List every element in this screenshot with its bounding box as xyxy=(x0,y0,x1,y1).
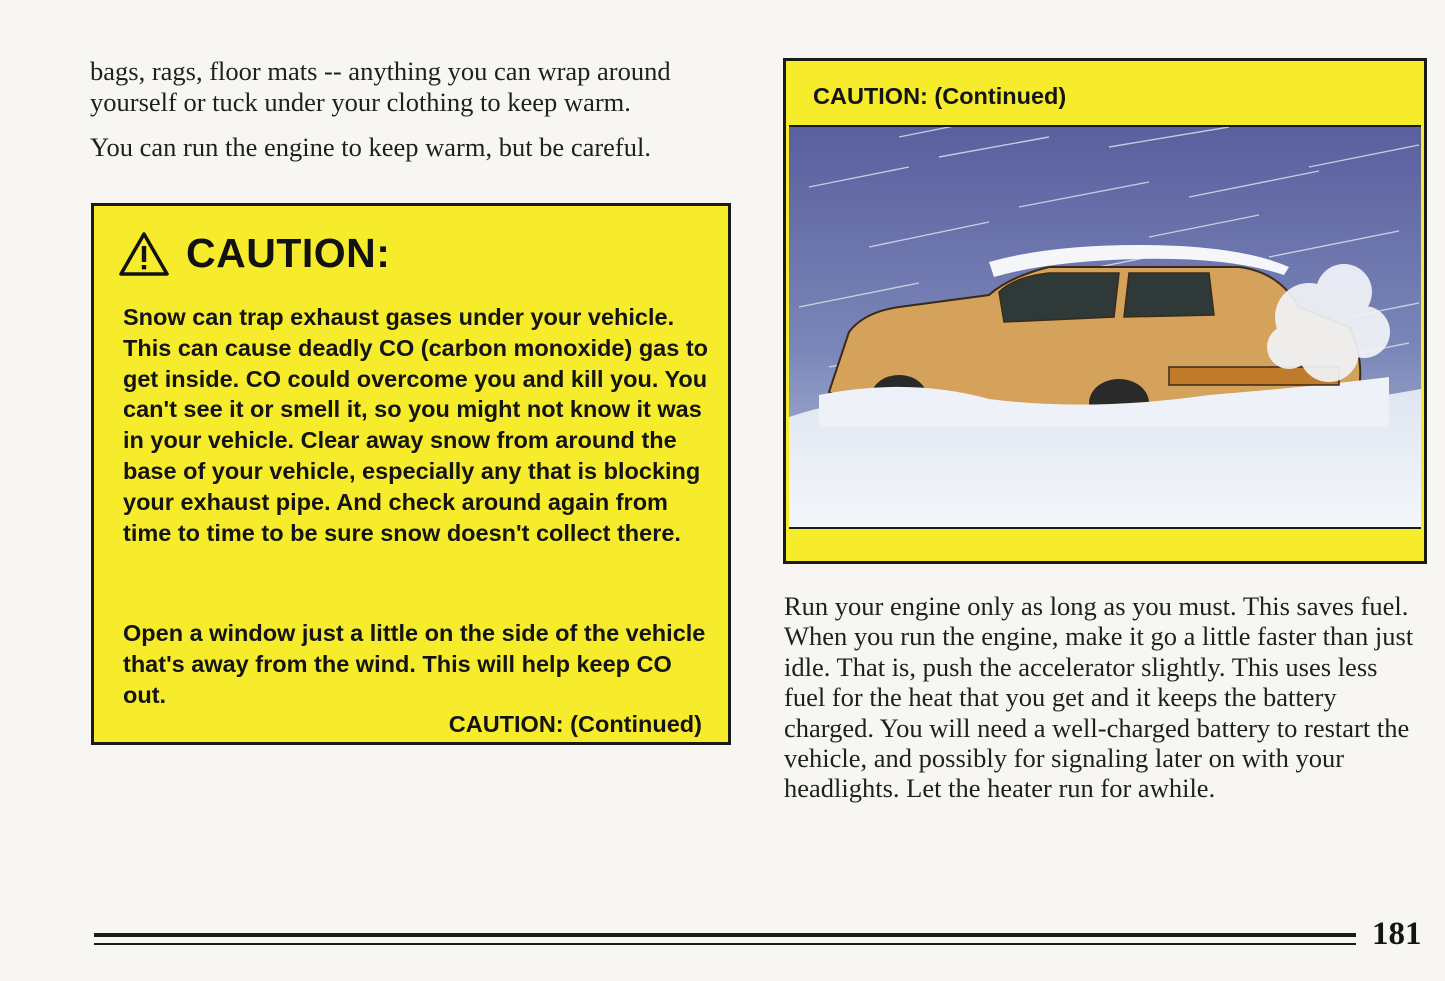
caution-heading-text: CAUTION: xyxy=(186,230,391,276)
right-column xyxy=(784,591,1424,804)
intro-paragraph-1: bags, rags, floor mats -- anything you can wrap around yourself or tuck under your clothing to keep warm. xyxy=(90,56,671,117)
caution-continued-label: CAUTION: (Continued) xyxy=(448,711,702,737)
page-number: 181 xyxy=(1372,916,1422,952)
engine-advice-paragraph: Run your engine only as long as you must. This saves fuel. When you run the engine, make it go a little faster than just idle. That is, push the accelerator slightly. This uses less fuel for the heat that you get and it keeps the battery charged. You will need a well-charged battery to restart the vehicle, and possibly for signaling later on with your headlights. Let the heater run for awhile. xyxy=(784,591,1414,804)
caution-heading xyxy=(118,230,390,277)
caution-paragraph-2: Open a window just a little on the side of the vehicle that's away from the wind. This will help keep CO out. xyxy=(123,620,706,708)
caution-box xyxy=(91,203,731,745)
car-stuck-in-snowstorm-illustration xyxy=(789,125,1421,529)
caution-continued-heading: CAUTION: (Continued) xyxy=(813,83,1067,109)
left-column xyxy=(90,56,740,163)
footer-rule-thin xyxy=(94,943,1356,945)
warning-triangle-icon xyxy=(118,231,170,277)
caution-paragraph-1: Snow can trap exhaust gases under your vehicle. This can cause deadly CO (carbon monoxide) gas to get inside. CO could overcome you and kill you. You can't see it or smell it, so you might not know it was in your vehicle. Clear away snow from around the base of your vehicle, especially any that is blocking your exhaust pipe. And check around again from time to time to be sure snow doesn't collect there. xyxy=(123,304,709,546)
caution-continued-box xyxy=(783,58,1427,564)
intro-paragraph-2: You can run the engine to keep warm, but be careful. xyxy=(90,132,651,162)
footer-rule-thick xyxy=(94,933,1356,937)
